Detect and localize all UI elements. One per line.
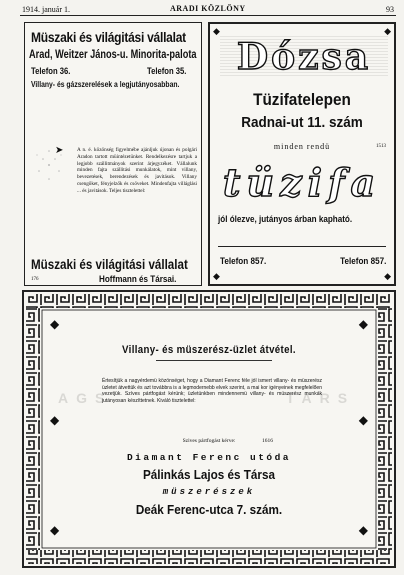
ad-bottom-ghost-left: AGS: [58, 390, 113, 406]
greek-key-border: [24, 292, 394, 566]
ad-bottom-stamp-num: 1616: [262, 438, 273, 444]
diamond-ornament-icon: ◆: [358, 413, 368, 427]
ad-left-lamp-illustration: [29, 115, 69, 215]
ad-left-body: A n. é. közönség figyelmébe ajánljuk újonan és polgári Aradon tartott müintézetünket. Rendelkezésre tartjuk a legjobb szállitmányok szerint árjegyzéket. Vállalunk minden fajta szállitási munkálatok, mint villany, bevezetések, berendezések és javitások. Villany csengőket, fényjelzők és csöveket. Mindenfajta villáglási ... és javitások. Teljes tisztelettel:: [77, 147, 197, 194]
ad-left-address: Arad, Weitzer János-u. Minorita-palota: [29, 49, 197, 61]
header-newspaper-title: ARADI KÖZLÖNY: [170, 4, 246, 13]
arrow-pointer-icon: ➤: [55, 145, 64, 156]
ad-left-footer-title: Müszaki és világitási vállalat: [31, 257, 188, 272]
corner-ornament-icon: ◆: [213, 271, 220, 281]
ad-right-title: Dózsa: [220, 36, 388, 78]
diamond-ornament-icon: ◆: [358, 523, 368, 537]
header-page-number: 93: [386, 5, 394, 14]
diamond-ornament-icon: ◆: [358, 317, 368, 331]
ad-right-kind-num: 1513: [376, 144, 386, 149]
ad-bottom-firm-kind: müszerészek: [162, 487, 256, 497]
ad-right-slogan: jól ólezve, jutányos árban kapható.: [218, 214, 353, 224]
corner-ornament-icon: ◆: [384, 26, 391, 36]
ad-electrical-business-takeover: [22, 290, 396, 568]
diamond-ornament-icon: ◆: [50, 413, 60, 427]
diamond-ornament-icon: ◆: [50, 317, 60, 331]
ad-bottom-firm-prefix: Diamant Ferenc utóda: [126, 452, 292, 463]
ad-right-kind: minden rendü: [273, 142, 331, 151]
ad-left-title: Müszaki és világitási vállalat: [31, 29, 186, 45]
ad-left-tagline: Villany- és gázszerelések a legjutányosabban.: [31, 79, 180, 89]
ad-dozsa-firewood: [208, 22, 396, 286]
ad-bottom-paragraph: Értesítjük a nagyérdemü közönséget, hogy a Diamant Ferenc féle jól ismert villany- és müszerész üzletet átvettük és azt továbbra is a legmodernebb elvek szerint, a mai kor igényeinek megfelelően vezetjük. Szíves pártfogást kérünk; üzletünkben mindennemü villany- és müszerész munkák jutányosan készíttetnek. Kiváló tisztelettel:: [102, 378, 322, 404]
ad-right-subtitle: Tüzifatelepen: [253, 90, 351, 109]
ad-left-phone-left: Telefon 36.: [31, 66, 71, 76]
headline-underline: [156, 360, 272, 361]
ad-bottom-ghost-right: TARS: [286, 390, 356, 406]
ad-bottom-firm: Pálinkás Lajos és Társa: [142, 467, 276, 482]
diamond-ornament-icon: ◆: [50, 523, 60, 537]
page-header: [20, 4, 396, 16]
corner-ornament-icon: ◆: [213, 26, 220, 36]
ad-right-product: tüzifa: [222, 160, 382, 205]
ad-right-address: Radnai-ut 11. szám: [241, 114, 363, 131]
ad-bottom-headline: Villany- és müszerész-üzlet átvétel.: [122, 344, 296, 356]
ad-left-phone-right: Telefon 35.: [147, 66, 187, 76]
ad-bottom-stamp: Szives pártfogást kérve:: [182, 438, 236, 444]
ad-right-phone-right: Telefon 857.: [339, 256, 386, 266]
ad-right-phone-left: Telefon 857.: [220, 256, 267, 266]
ad-technical-lighting-company: [24, 22, 202, 286]
ad-bottom-address: Deák Ferenc-utca 7. szám.: [135, 502, 283, 517]
ad-left-footer-owner: Hoffmann és Társai.: [99, 274, 177, 284]
divider: [218, 246, 386, 247]
ad-left-footer-num: 176: [31, 277, 39, 282]
corner-ornament-icon: ◆: [384, 271, 391, 281]
header-date: 1914. január 1.: [22, 5, 70, 14]
